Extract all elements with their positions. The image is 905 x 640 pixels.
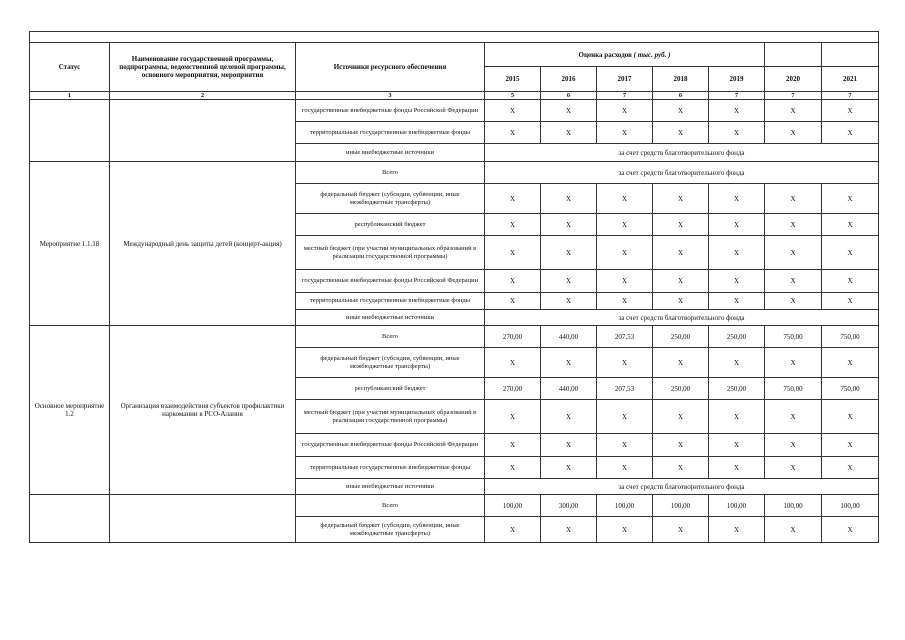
header-year-2015: 2015 bbox=[485, 67, 541, 92]
header-name: Наименование государственной программы, подпрограммы, ведомственной целевой программы, основного мероприятия, мероприятия bbox=[110, 43, 296, 92]
row-source: Всего bbox=[296, 495, 485, 517]
header-col-number: 7 bbox=[822, 92, 879, 100]
value-cell-2017: X bbox=[597, 270, 653, 293]
table-row bbox=[30, 326, 879, 348]
value-cell-2021: X bbox=[822, 517, 879, 543]
value-cell-2021: X bbox=[822, 348, 879, 378]
value-cell-2018: 250,00 bbox=[653, 378, 709, 400]
header-sources: Источники ресурсного обеспечения bbox=[296, 43, 485, 92]
value-cell-2016: 440,00 bbox=[541, 326, 597, 348]
row-source: федеральный бюджет (субсидии, субвенции, иные межбюджетные трансферты) bbox=[296, 184, 485, 214]
value-cell-2021: X bbox=[822, 236, 879, 270]
value-cell-2015: X bbox=[485, 400, 541, 434]
row-source: местный бюджет (при участии муниципальных образований в реализации государственной программы) bbox=[296, 236, 485, 270]
value-cell-2018: X bbox=[653, 434, 709, 457]
value-cell-2015: X bbox=[485, 270, 541, 293]
value-cell-2015: X bbox=[485, 517, 541, 543]
row-name: Организация взаимодействия субъектов профилактики наркомании в РСО-Алания bbox=[110, 326, 296, 495]
header-estimate-label: Оценка расходов bbox=[578, 50, 632, 59]
value-cell-2019: X bbox=[709, 517, 765, 543]
value-cell-2019: X bbox=[709, 236, 765, 270]
value-cell-2016: X bbox=[541, 184, 597, 214]
budget-table bbox=[29, 31, 879, 543]
value-cell-2020: X bbox=[765, 348, 822, 378]
row-status: Мероприятие 1.1.18 bbox=[30, 162, 110, 326]
value-cell-2018: X bbox=[653, 122, 709, 144]
value-cell-2021: X bbox=[822, 214, 879, 236]
value-cell-2016: X bbox=[541, 236, 597, 270]
row-source: территориальные государственные внебюджетные фонды bbox=[296, 122, 485, 144]
header-year-2019: 2019 bbox=[709, 67, 765, 92]
merged-note: за счет средств благотворительного фонда bbox=[485, 310, 879, 326]
value-cell-2018: X bbox=[653, 214, 709, 236]
header-col-number: 6 bbox=[653, 92, 709, 100]
value-cell-2015: X bbox=[485, 100, 541, 122]
value-cell-2018: X bbox=[653, 270, 709, 293]
value-cell-2019: X bbox=[709, 400, 765, 434]
row-source: территориальные государственные внебюджетные фонды bbox=[296, 457, 485, 479]
header-status: Статус bbox=[30, 43, 110, 92]
header-blank-2021 bbox=[822, 43, 879, 67]
value-cell-2018: X bbox=[653, 400, 709, 434]
value-cell-2021: X bbox=[822, 434, 879, 457]
value-cell-2021: X bbox=[822, 293, 879, 310]
value-cell-2019: X bbox=[709, 270, 765, 293]
value-cell-2016: X bbox=[541, 517, 597, 543]
row-source: республиканский бюджет bbox=[296, 378, 485, 400]
row-name bbox=[110, 100, 296, 162]
value-cell-2019: X bbox=[709, 184, 765, 214]
header-year-2021: 2021 bbox=[822, 67, 879, 92]
value-cell-2017: 100,00 bbox=[597, 495, 653, 517]
value-cell-2016: X bbox=[541, 348, 597, 378]
value-cell-2018: X bbox=[653, 517, 709, 543]
row-name bbox=[110, 495, 296, 543]
table-row bbox=[30, 162, 879, 184]
value-cell-2020: X bbox=[765, 400, 822, 434]
row-status bbox=[30, 495, 110, 543]
header-year-2020: 2020 bbox=[765, 67, 822, 92]
header-row-col-numbers bbox=[30, 92, 879, 100]
value-cell-2017: X bbox=[597, 122, 653, 144]
value-cell-2018: 100,00 bbox=[653, 495, 709, 517]
value-cell-2017: X bbox=[597, 184, 653, 214]
value-cell-2017: X bbox=[597, 434, 653, 457]
merged-note: за счет средств благотворительного фонда bbox=[485, 144, 879, 162]
value-cell-2016: X bbox=[541, 100, 597, 122]
value-cell-2018: X bbox=[653, 236, 709, 270]
header-year-2018: 2018 bbox=[653, 67, 709, 92]
row-source: иные внебюджетные источники bbox=[296, 479, 485, 495]
header-col-number: 6 bbox=[541, 92, 597, 100]
value-cell-2017: X bbox=[597, 517, 653, 543]
value-cell-2016: X bbox=[541, 270, 597, 293]
value-cell-2017: X bbox=[597, 400, 653, 434]
row-source: государственные внебюджетные фонды Российской Федерации bbox=[296, 434, 485, 457]
value-cell-2015: X bbox=[485, 293, 541, 310]
value-cell-2019: X bbox=[709, 434, 765, 457]
value-cell-2015: 100,00 bbox=[485, 495, 541, 517]
value-cell-2021: X bbox=[822, 457, 879, 479]
header-col-number: 5 bbox=[485, 92, 541, 100]
value-cell-2021: 100,00 bbox=[822, 495, 879, 517]
value-cell-2020: 750,00 bbox=[765, 378, 822, 400]
header-col-number: 7 bbox=[709, 92, 765, 100]
table-row bbox=[30, 495, 879, 517]
value-cell-2017: X bbox=[597, 348, 653, 378]
top-spacer-row bbox=[30, 32, 879, 43]
value-cell-2019: X bbox=[709, 100, 765, 122]
value-cell-2016: X bbox=[541, 457, 597, 479]
value-cell-2016: X bbox=[541, 293, 597, 310]
value-cell-2020: X bbox=[765, 457, 822, 479]
row-source: государственные внебюджетные фонды Российской Федерации bbox=[296, 270, 485, 293]
row-source: государственные внебюджетные фонды Российской Федерации bbox=[296, 100, 485, 122]
row-status bbox=[30, 100, 110, 162]
value-cell-2015: X bbox=[485, 457, 541, 479]
value-cell-2021: X bbox=[822, 400, 879, 434]
value-cell-2015: X bbox=[485, 434, 541, 457]
value-cell-2020: X bbox=[765, 122, 822, 144]
value-cell-2017: X bbox=[597, 100, 653, 122]
row-source: местный бюджет (при участии муниципальных образований в реализации государственной программы) bbox=[296, 400, 485, 434]
row-source: территориальные государственные внебюджетные фонды bbox=[296, 293, 485, 310]
header-col-number: 7 bbox=[765, 92, 822, 100]
value-cell-2018: X bbox=[653, 457, 709, 479]
value-cell-2016: 300,00 bbox=[541, 495, 597, 517]
value-cell-2015: X bbox=[485, 214, 541, 236]
value-cell-2020: X bbox=[765, 517, 822, 543]
row-source: федеральный бюджет (субсидии, субвенции, иные межбюджетные трансферты) bbox=[296, 348, 485, 378]
row-source: Всего bbox=[296, 162, 485, 184]
row-name: Международный день защиты детей (концерт-акция) bbox=[110, 162, 296, 326]
value-cell-2020: X bbox=[765, 184, 822, 214]
value-cell-2015: X bbox=[485, 236, 541, 270]
value-cell-2021: 750,00 bbox=[822, 378, 879, 400]
value-cell-2017: X bbox=[597, 214, 653, 236]
value-cell-2021: X bbox=[822, 184, 879, 214]
value-cell-2017: X bbox=[597, 236, 653, 270]
value-cell-2020: 750,00 bbox=[765, 326, 822, 348]
value-cell-2019: X bbox=[709, 457, 765, 479]
header-col-number: 1 bbox=[30, 92, 110, 100]
header-estimate-unit: ( тыс. руб. ) bbox=[633, 50, 671, 59]
value-cell-2020: X bbox=[765, 293, 822, 310]
value-cell-2016: X bbox=[541, 214, 597, 236]
value-cell-2021: X bbox=[822, 270, 879, 293]
header-col-number: 7 bbox=[597, 92, 653, 100]
value-cell-2018: X bbox=[653, 293, 709, 310]
value-cell-2018: X bbox=[653, 100, 709, 122]
value-cell-2020: X bbox=[765, 236, 822, 270]
merged-note: за счет средств благотворительного фонда bbox=[485, 162, 879, 184]
value-cell-2015: X bbox=[485, 348, 541, 378]
row-source: республиканский бюджет bbox=[296, 214, 485, 236]
value-cell-2018: 250,00 bbox=[653, 326, 709, 348]
value-cell-2018: X bbox=[653, 184, 709, 214]
value-cell-2019: X bbox=[709, 214, 765, 236]
value-cell-2019: 250,00 bbox=[709, 378, 765, 400]
value-cell-2021: 750,00 bbox=[822, 326, 879, 348]
value-cell-2020: X bbox=[765, 100, 822, 122]
value-cell-2019: 250,00 bbox=[709, 326, 765, 348]
row-source: иные внебюджетные источники bbox=[296, 310, 485, 326]
value-cell-2020: X bbox=[765, 434, 822, 457]
value-cell-2019: X bbox=[709, 122, 765, 144]
value-cell-2020: 100,00 bbox=[765, 495, 822, 517]
row-source: Всего bbox=[296, 326, 485, 348]
merged-note: за счет средств благотворительного фонда bbox=[485, 479, 879, 495]
header-col-number: 2 bbox=[110, 92, 296, 100]
value-cell-2021: X bbox=[822, 122, 879, 144]
value-cell-2015: X bbox=[485, 184, 541, 214]
value-cell-2017: 207,53 bbox=[597, 326, 653, 348]
value-cell-2020: X bbox=[765, 214, 822, 236]
table-row bbox=[30, 100, 879, 122]
value-cell-2017: X bbox=[597, 293, 653, 310]
row-source: иные внебюджетные источники bbox=[296, 144, 485, 162]
header-year-2016: 2016 bbox=[541, 67, 597, 92]
value-cell-2019: X bbox=[709, 348, 765, 378]
value-cell-2017: X bbox=[597, 457, 653, 479]
value-cell-2016: 440,00 bbox=[541, 378, 597, 400]
row-status: Основное мероприятие 1.2 bbox=[30, 326, 110, 495]
header-year-2017: 2017 bbox=[597, 67, 653, 92]
value-cell-2016: X bbox=[541, 400, 597, 434]
row-source: федеральный бюджет (субсидии, субвенции, иные межбюджетные трансферты) bbox=[296, 517, 485, 543]
value-cell-2016: X bbox=[541, 122, 597, 144]
header-blank-2020 bbox=[765, 43, 822, 67]
budget-table-sheet bbox=[29, 31, 878, 543]
value-cell-2017: 207,53 bbox=[597, 378, 653, 400]
value-cell-2018: X bbox=[653, 348, 709, 378]
header-row-1 bbox=[30, 43, 879, 67]
value-cell-2015: X bbox=[485, 122, 541, 144]
value-cell-2015: 270,00 bbox=[485, 326, 541, 348]
value-cell-2015: 270,00 bbox=[485, 378, 541, 400]
value-cell-2019: 100,00 bbox=[709, 495, 765, 517]
value-cell-2016: X bbox=[541, 434, 597, 457]
header-col-number: 3 bbox=[296, 92, 485, 100]
header-estimate bbox=[485, 43, 765, 67]
value-cell-2019: X bbox=[709, 293, 765, 310]
value-cell-2020: X bbox=[765, 270, 822, 293]
value-cell-2021: X bbox=[822, 100, 879, 122]
